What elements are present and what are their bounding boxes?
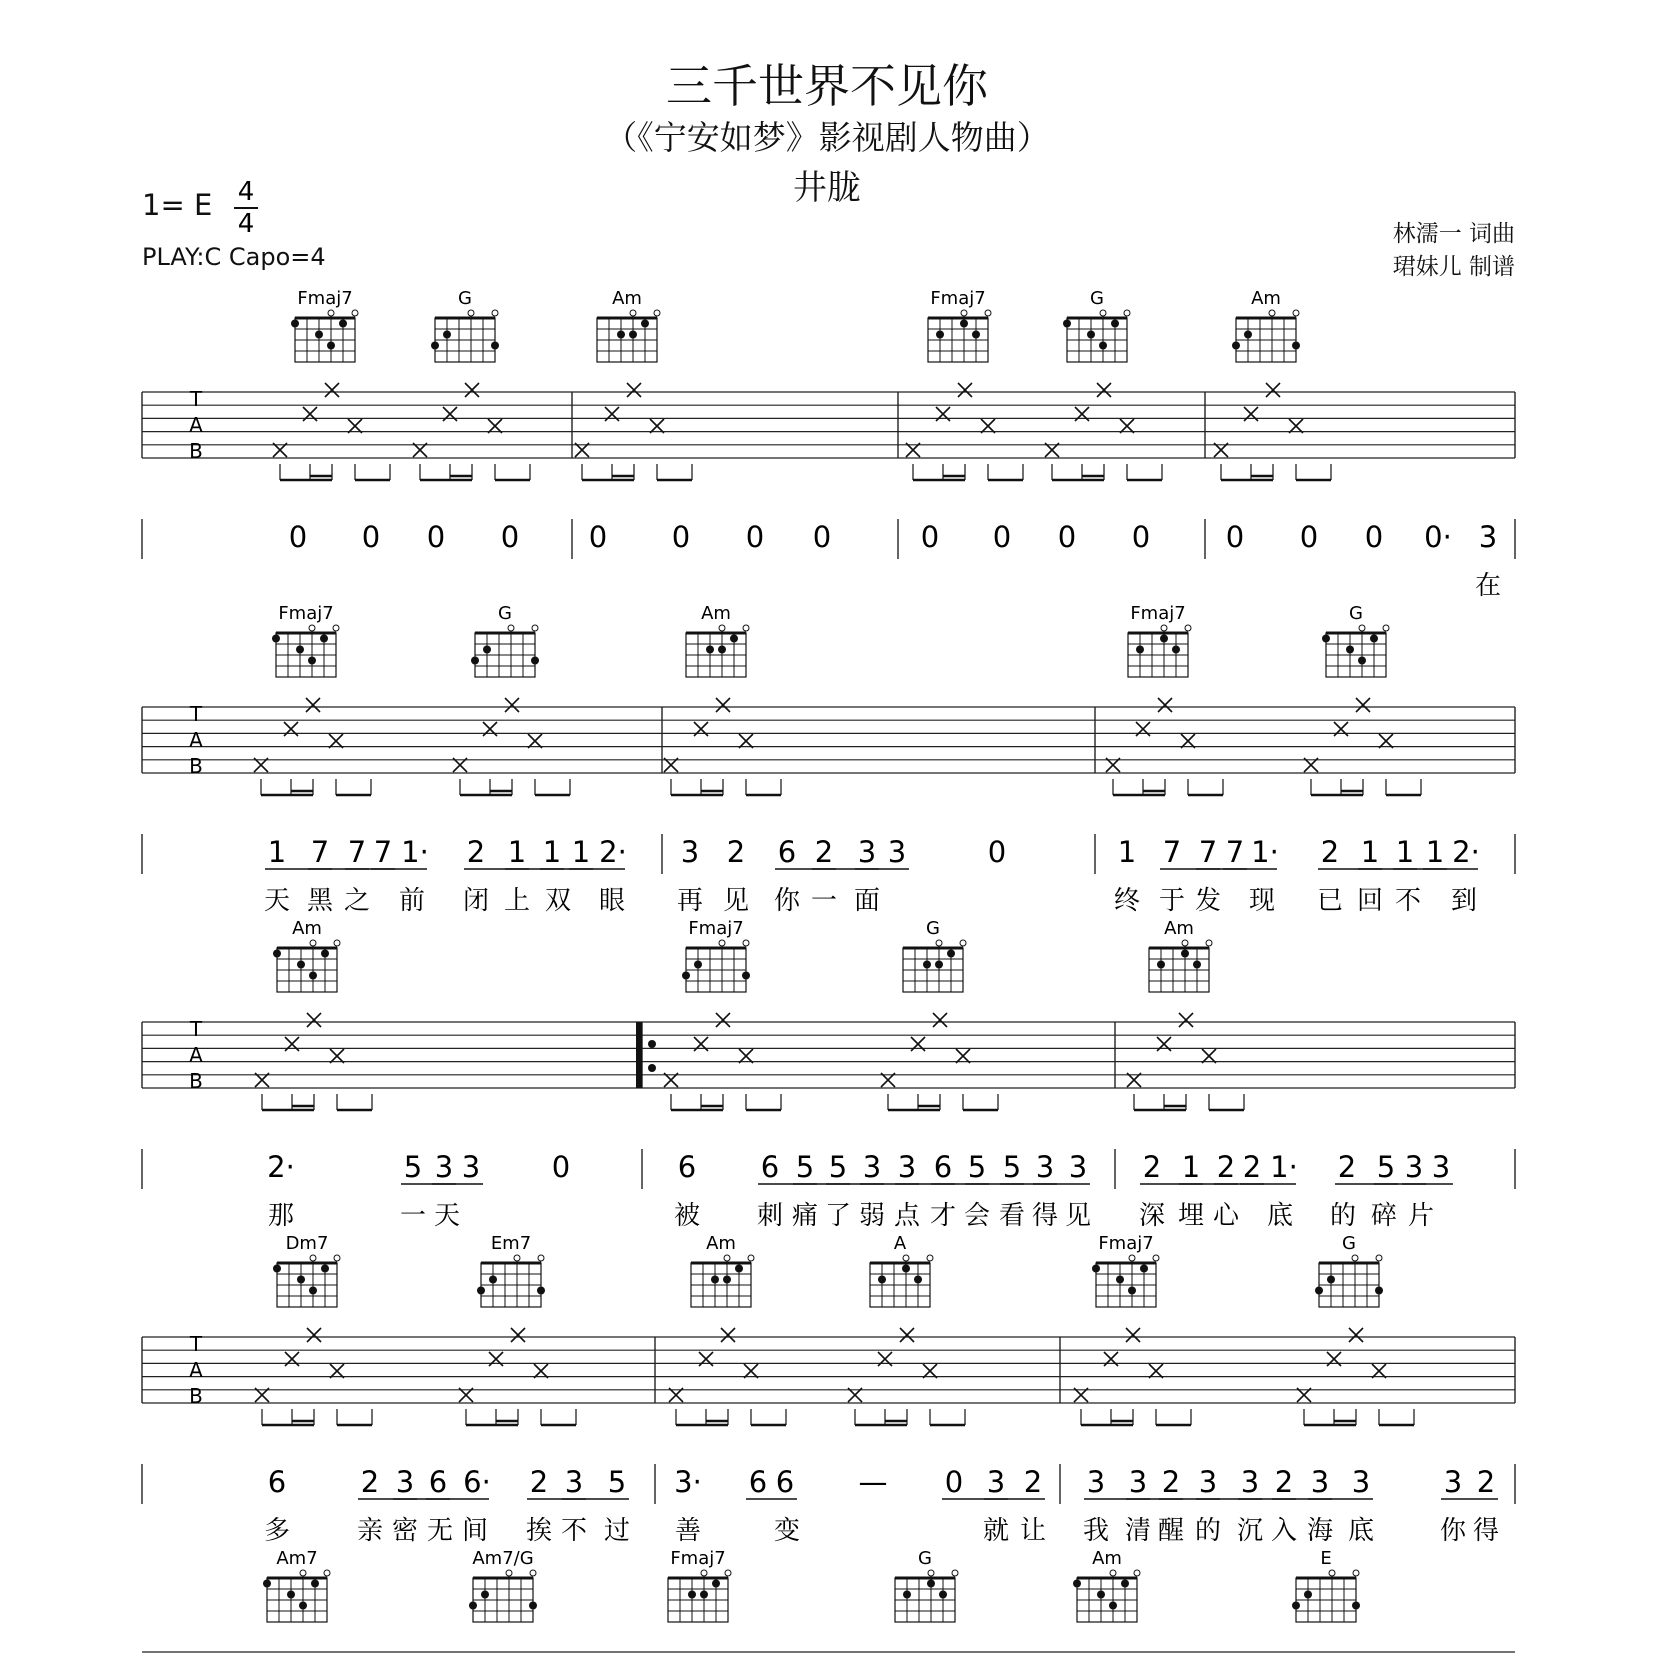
melody-note: 6: [777, 835, 797, 869]
melody-note: 0: [288, 520, 308, 554]
melody-note: 2: [814, 835, 834, 869]
lyric-char: 刺: [756, 1201, 784, 1231]
lyric-char: 到: [1450, 886, 1478, 916]
lyric-char: 心: [1212, 1201, 1240, 1231]
time-sig-top: 4: [237, 177, 255, 207]
melody-note: 7: [1162, 835, 1182, 869]
chord-name: Am: [1251, 288, 1281, 309]
lyric-char: 入: [1270, 1516, 1298, 1546]
lyric-char: 多: [263, 1516, 291, 1546]
chord-diagram-am: [691, 1233, 754, 1307]
chord-name: Fmaj7: [930, 288, 986, 309]
tab-letter: A: [189, 1358, 203, 1382]
melody-note: 6: [933, 1150, 953, 1184]
chord-diagram-am: [273, 918, 340, 992]
melody-note: 0: [671, 520, 691, 554]
melody-note: 0: [920, 520, 940, 554]
lyric-char: 天: [263, 886, 291, 916]
lyric-char: 终: [1113, 886, 1141, 916]
melody-note: 7: [347, 835, 367, 869]
lyric-char: 弱: [858, 1201, 886, 1231]
chord-diagram-am7: [263, 1548, 330, 1622]
melody-note: 6: [428, 1465, 448, 1499]
melody-note: 2: [1023, 1465, 1043, 1499]
chord-name: Am: [1092, 1548, 1122, 1569]
lyric-char: 黑: [306, 886, 334, 916]
melody-note: 7: [310, 835, 330, 869]
lyric-char: 之: [343, 886, 371, 916]
chord-name: Am: [701, 603, 731, 624]
melody-note: 5: [607, 1465, 627, 1499]
melody-note: 6: [760, 1150, 780, 1184]
chord-diagram-g: [431, 288, 499, 362]
chord-name: Fmaj7: [670, 1548, 726, 1569]
melody-note: 3: [1068, 1150, 1088, 1184]
chord-diagram-am: [686, 603, 749, 677]
chord-diagram-e: [1292, 1548, 1360, 1622]
lyric-char: 沉: [1236, 1516, 1264, 1546]
lyric-char: 无: [426, 1516, 454, 1546]
credit-lyrics-music: 林濡一 词曲: [1392, 221, 1515, 247]
melody-note: —: [858, 1465, 888, 1499]
lyric-char: 面: [853, 886, 881, 916]
system-3: [142, 918, 1515, 1231]
chord-diagram-em7: [477, 1233, 545, 1307]
lyric-char: 深: [1138, 1201, 1166, 1231]
chord-name: Am: [706, 1233, 736, 1254]
melody-note: 3: [986, 1465, 1006, 1499]
lyric-char: 亲: [356, 1516, 384, 1546]
melody-note: 2: [1320, 835, 1340, 869]
melody-note: 1: [571, 835, 591, 869]
lyric-char: 现: [1248, 886, 1276, 916]
chord-diagram-g: [1322, 603, 1389, 677]
melody-note: 1: [1181, 1150, 1201, 1184]
melody-note: 2·: [267, 1150, 295, 1184]
melody-note: 2: [1476, 1465, 1496, 1499]
melody-note: 2: [1274, 1465, 1294, 1499]
lyric-char: 再: [676, 886, 704, 916]
chord-name: Em7: [490, 1233, 532, 1254]
lyric-char: 一: [810, 886, 838, 916]
lyric-char: 底: [1347, 1516, 1375, 1546]
lyric-char: 不: [560, 1516, 588, 1546]
melody-note: 0: [987, 835, 1007, 869]
melody-note: 5: [795, 1150, 815, 1184]
lyric-char: 间: [461, 1516, 489, 1546]
system-4: [142, 1233, 1515, 1546]
tab-letter: A: [189, 413, 203, 437]
chord-name: Am: [612, 288, 642, 309]
lyric-char: 被: [673, 1201, 701, 1231]
lyric-char: 已: [1316, 886, 1344, 916]
key-signature: 1= E: [142, 188, 213, 222]
lyric-char: 会: [963, 1201, 991, 1231]
lyric-char: 变: [773, 1516, 801, 1546]
melody-note: 3: [434, 1150, 454, 1184]
chord-diagram-fmaj7: [928, 288, 991, 362]
chord-diagram-am: [1232, 288, 1300, 362]
chord-diagram-am: [1149, 918, 1212, 992]
chord-name: G: [1342, 1233, 1356, 1254]
melody-note: 7: [373, 835, 393, 869]
melody-note: 1·: [1251, 835, 1279, 869]
chord-name: G: [458, 288, 472, 309]
melody-note: 3: [1198, 1465, 1218, 1499]
lyric-char: 上: [503, 886, 531, 916]
lyric-char: 那: [267, 1201, 295, 1231]
chord-diagram-g: [895, 1548, 958, 1622]
chord-diagram-am7-g: [469, 1548, 537, 1622]
melody-note: 2·: [599, 835, 627, 869]
chord-diagram-fmaj7: [668, 1548, 731, 1622]
chord-name: Dm7: [285, 1233, 329, 1254]
chord-diagram-fmaj7: [291, 288, 358, 362]
credit-arranger: 珺妹儿 制谱: [1392, 254, 1515, 280]
chord-diagram-fmaj7: [1128, 603, 1191, 677]
melody-note: 1·: [401, 835, 429, 869]
melody-note: 5: [828, 1150, 848, 1184]
melody-note: 3: [887, 835, 907, 869]
system-1: [142, 288, 1515, 601]
melody-note: 3: [857, 835, 877, 869]
chord-diagram-g: [1315, 1233, 1383, 1307]
chord-name: G: [498, 603, 512, 624]
tab-letter: B: [189, 439, 203, 463]
melody-note: 3: [1478, 520, 1498, 554]
tab-letter: B: [189, 754, 203, 778]
lyric-char: 发: [1194, 886, 1222, 916]
song-artist: 井胧: [793, 168, 861, 208]
tab-letter: T: [189, 387, 203, 411]
system-2: [142, 603, 1515, 916]
melody-note: 3: [1128, 1465, 1148, 1499]
melody-note: 2: [466, 835, 486, 869]
lyric-char: 眼: [598, 886, 626, 916]
melody-note: 6: [677, 1150, 697, 1184]
tab-letter: T: [189, 1332, 203, 1356]
chord-name: G: [1090, 288, 1104, 309]
lyric-char: 痛: [791, 1201, 819, 1231]
lyric-char: 闭: [462, 886, 490, 916]
lyric-char: 醒: [1157, 1516, 1185, 1546]
lyric-char: 在: [1474, 571, 1502, 601]
melody-note: 3: [897, 1150, 917, 1184]
chord-name: Am7/G: [472, 1548, 534, 1569]
repeat-start-sign: [636, 1022, 656, 1088]
tab-letter: A: [189, 1043, 203, 1067]
chord-name: G: [918, 1548, 932, 1569]
time-sig-bottom: 4: [237, 209, 255, 239]
chord-diagram-fmaj7: [682, 918, 750, 992]
melody-note: 0: [588, 520, 608, 554]
melody-note: 0: [1225, 520, 1245, 554]
melody-note: 3: [862, 1150, 882, 1184]
melody-note: 3: [1431, 1150, 1451, 1184]
time-signature-header: [234, 177, 258, 239]
chord-name: E: [1320, 1548, 1332, 1569]
chord-name: Fmaj7: [1130, 603, 1186, 624]
lyric-char: 一: [399, 1201, 427, 1231]
lyric-char: 双: [544, 886, 572, 916]
melody-note: 2: [1142, 1150, 1162, 1184]
lyric-char: 得: [1472, 1516, 1500, 1546]
melody-note: 7: [1198, 835, 1218, 869]
melody-note: 5: [967, 1150, 987, 1184]
chord-diagram-g: [903, 918, 966, 992]
melody-note: 5: [1376, 1150, 1396, 1184]
melody-note: 3: [1310, 1465, 1330, 1499]
melody-note: 0: [1057, 520, 1077, 554]
lyric-char: 看: [998, 1201, 1026, 1231]
melody-note: 1: [1395, 835, 1415, 869]
melody-note: 6: [267, 1465, 287, 1499]
melody-note: 0: [944, 1465, 964, 1499]
melody-note: 3: [1086, 1465, 1106, 1499]
melody-note: 1: [1425, 835, 1445, 869]
lyric-char: 我: [1082, 1516, 1110, 1546]
lyric-char: 清: [1124, 1516, 1152, 1546]
chord-name: Am7: [276, 1548, 318, 1569]
chord-name: Am: [292, 918, 322, 939]
melody-note: 0: [812, 520, 832, 554]
melody-note: 3: [461, 1150, 481, 1184]
tab-letter: B: [189, 1069, 203, 1093]
melody-note: 0: [1131, 520, 1151, 554]
song-subtitle: （《宁安如梦》影视剧人物曲）: [604, 118, 1050, 157]
melody-note: 0: [361, 520, 381, 554]
melody-note: 3: [1240, 1465, 1260, 1499]
melody-note: 3·: [674, 1465, 702, 1499]
chord-name: G: [926, 918, 940, 939]
melody-note: 0: [500, 520, 520, 554]
chord-diagram-dm7: [273, 1233, 340, 1307]
chord-diagram-am: [597, 288, 660, 362]
melody-note: 0: [992, 520, 1012, 554]
lyric-char: 你: [773, 886, 801, 916]
lyric-char: 密: [391, 1516, 419, 1546]
lyric-char: 见: [722, 886, 750, 916]
melody-note: 2: [1337, 1150, 1357, 1184]
lyric-char: 过: [603, 1516, 631, 1546]
melody-note: 6·: [463, 1465, 491, 1499]
melody-note: 1: [507, 835, 527, 869]
lyric-char: 的: [1329, 1201, 1357, 1231]
lyric-char: 挨: [525, 1516, 553, 1546]
lyric-char: 底: [1266, 1201, 1294, 1231]
melody-note: 1: [1360, 835, 1380, 869]
melody-note: 1: [1117, 835, 1137, 869]
melody-note: 3: [564, 1465, 584, 1499]
lyric-char: 才: [929, 1201, 957, 1231]
melody-note: 3: [1443, 1465, 1463, 1499]
lyric-char: 天: [433, 1201, 461, 1231]
chord-name: Fmaj7: [1098, 1233, 1154, 1254]
melody-note: 2·: [1452, 835, 1480, 869]
chord-diagram-fmaj7: [1092, 1233, 1159, 1307]
lyric-char: 点: [893, 1201, 921, 1231]
melody-note: 1·: [1270, 1150, 1298, 1184]
melody-note: 1: [267, 835, 287, 869]
chord-name: A: [893, 1233, 907, 1254]
tab-letter: B: [189, 1384, 203, 1408]
chord-name: Fmaj7: [688, 918, 744, 939]
melody-note: 3: [1351, 1465, 1371, 1499]
melody-note: 1: [542, 835, 562, 869]
tab-letter: A: [189, 728, 203, 752]
melody-note: 5: [403, 1150, 423, 1184]
lyric-char: 见: [1064, 1201, 1092, 1231]
melody-note: 0: [1299, 520, 1319, 554]
lyric-char: 于: [1158, 886, 1186, 916]
lyric-char: 埋: [1177, 1201, 1205, 1231]
melody-note: 0: [551, 1150, 571, 1184]
systems-layer: [142, 288, 1515, 1652]
tab-letter: T: [189, 702, 203, 726]
play-capo-info: PLAY:C Capo=4: [142, 243, 326, 271]
chord-diagram-am: [1073, 1548, 1140, 1622]
melody-note: 3: [1404, 1150, 1424, 1184]
chord-name: G: [1349, 603, 1363, 624]
chord-diagram-a: [870, 1233, 933, 1307]
melody-note: 5: [1002, 1150, 1022, 1184]
melody-note: 0: [426, 520, 446, 554]
melody-note: 0: [745, 520, 765, 554]
melody-note: 2: [1216, 1150, 1236, 1184]
lyric-char: 碎: [1370, 1201, 1398, 1231]
melody-note: 3: [680, 835, 700, 869]
chord-name: Fmaj7: [278, 603, 334, 624]
lyric-char: 你: [1439, 1516, 1467, 1546]
melody-note: 2: [726, 835, 746, 869]
melody-note: 2: [1161, 1465, 1181, 1499]
system-5: [142, 1548, 1515, 1652]
melody-note: 3: [395, 1465, 415, 1499]
lyric-char: 的: [1194, 1516, 1222, 1546]
chord-diagram-g: [471, 603, 539, 677]
chord-name: Fmaj7: [297, 288, 353, 309]
melody-note: 6: [748, 1465, 768, 1499]
melody-note: 2: [529, 1465, 549, 1499]
lyric-char: 海: [1306, 1516, 1334, 1546]
melody-note: 3: [1035, 1150, 1055, 1184]
melody-note: 7: [1225, 835, 1245, 869]
lyric-char: 就: [982, 1516, 1010, 1546]
chord-name: Am: [1164, 918, 1194, 939]
lyric-char: 片: [1407, 1201, 1435, 1231]
melody-note: 0·: [1424, 520, 1452, 554]
song-title: 三千世界不见你: [666, 59, 988, 113]
lyric-char: 了: [824, 1201, 852, 1231]
chord-diagram-fmaj7: [272, 603, 339, 677]
melody-note: 2: [360, 1465, 380, 1499]
lyric-char: 前: [398, 886, 426, 916]
tab-letter: T: [189, 1017, 203, 1041]
melody-note: 2: [1242, 1150, 1262, 1184]
lyric-char: 得: [1031, 1201, 1059, 1231]
melody-note: 0: [1364, 520, 1384, 554]
chord-diagram-g: [1063, 288, 1130, 362]
melody-note: 6: [775, 1465, 795, 1499]
lyric-char: 回: [1356, 886, 1384, 916]
lyric-char: 让: [1019, 1516, 1047, 1546]
lyric-char: 不: [1394, 886, 1422, 916]
lyric-char: 善: [674, 1516, 702, 1546]
